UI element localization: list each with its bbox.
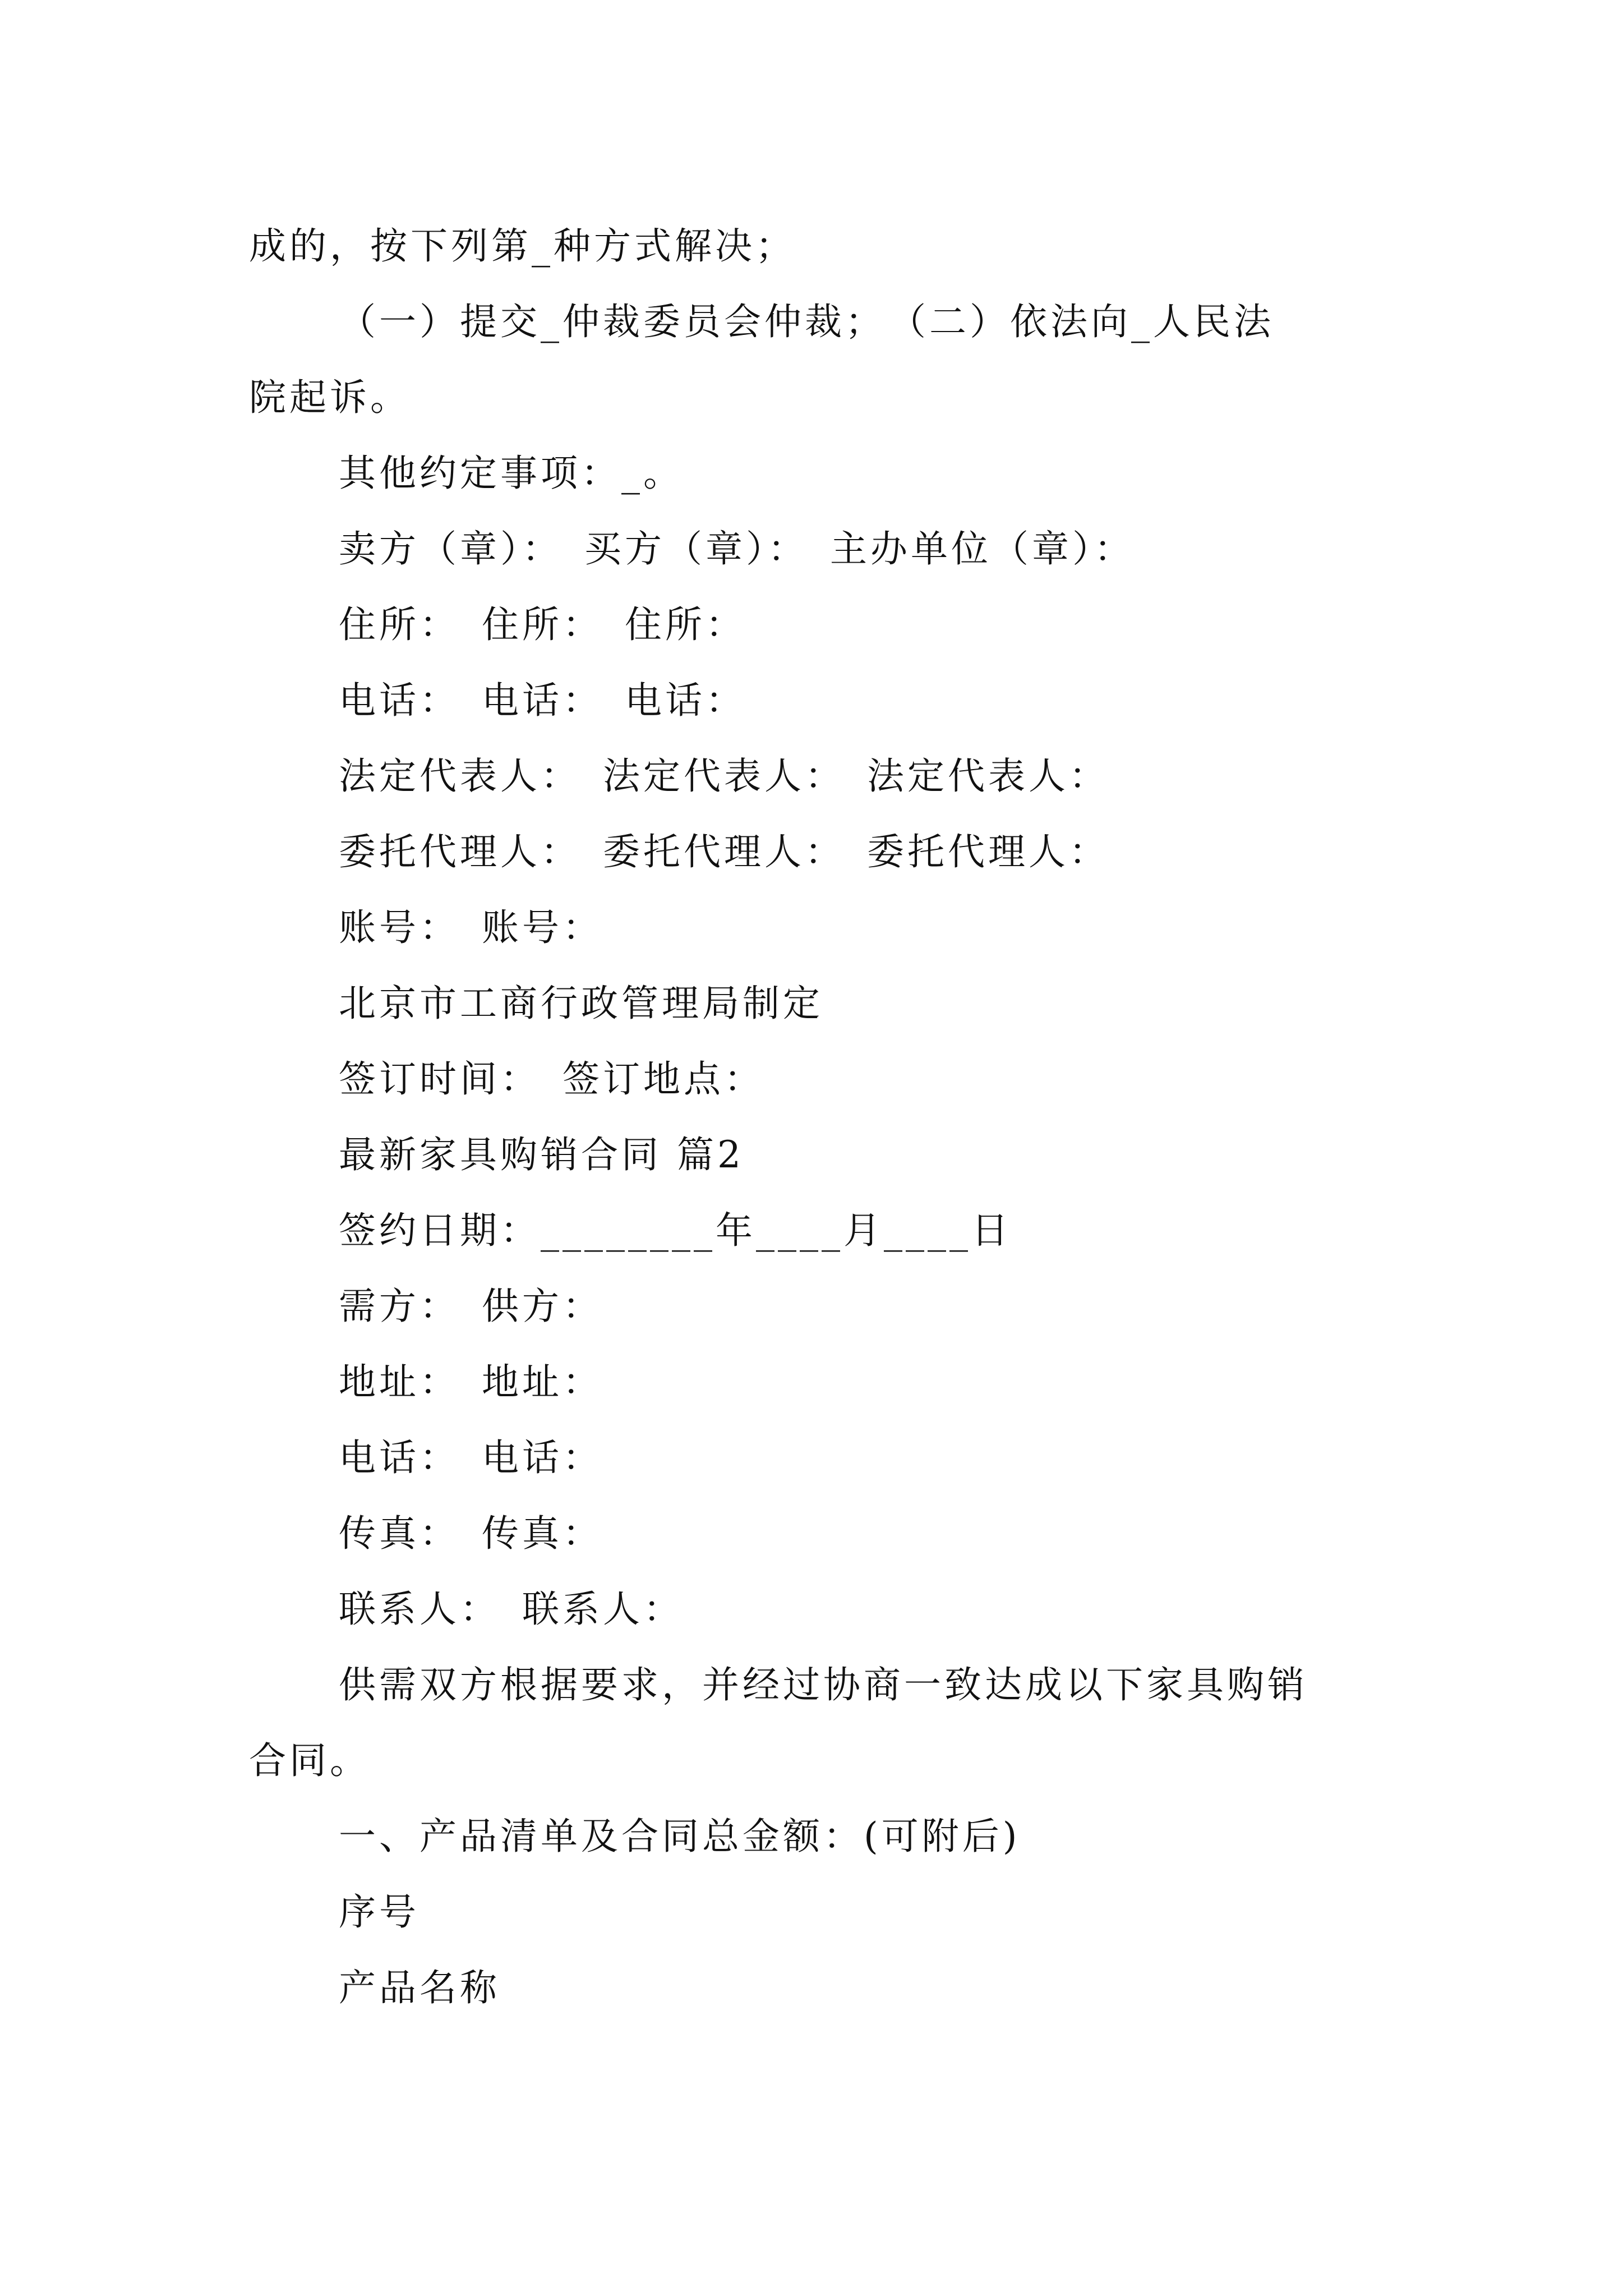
text-line-8: 法定代表人： 法定代表人： 法定代表人： (339, 754, 1109, 798)
text-line-23: 序号 (339, 1890, 419, 1934)
text-line-2: （一）提交_仲裁委员会仲裁； （二）依法向_人民法 (339, 300, 1274, 343)
text-line-1: 成的，按下列第_种方式解决； (249, 224, 796, 268)
text-line-5: 卖方（章）： 买方（章）： 主办单位（章）： (339, 527, 1135, 570)
text-line-15: 需方： 供方： (339, 1285, 603, 1328)
text-line-10: 账号： 账号： (339, 906, 603, 949)
text-line-6: 住所： 住所： 住所： (339, 603, 746, 646)
text-line-13: 最新家具购销合同 篇2 (339, 1133, 744, 1176)
text-line-19: 联系人： 联系人： (339, 1588, 684, 1631)
text-line-4: 其他约定事项：_。 (339, 452, 684, 495)
text-line-24: 产品名称 (339, 1966, 500, 2009)
text-line-18: 传真： 传真： (339, 1512, 603, 1555)
text-line-16: 地址： 地址： (339, 1360, 603, 1404)
text-line-3: 院起诉。 (249, 376, 411, 419)
text-line-9: 委托代理人： 委托代理人： 委托代理人： (339, 830, 1109, 873)
text-line-7: 电话： 电话： 电话： (339, 679, 746, 722)
text-line-22: 一、产品清单及合同总金额：(可附后) (339, 1815, 1021, 1858)
text-line-14: 签约日期：________年____月____日 (339, 1209, 1012, 1252)
text-line-21: 合同。 (249, 1739, 370, 1782)
text-line-20: 供需双方根据要求，并经过协商一致达成以下家具购销 (339, 1663, 1308, 1706)
text-line-17: 电话： 电话： (339, 1436, 603, 1479)
text-line-11: 北京市工商行政管理局制定 (339, 982, 823, 1025)
text-line-12: 签订时间： 签订地点： (339, 1057, 764, 1101)
